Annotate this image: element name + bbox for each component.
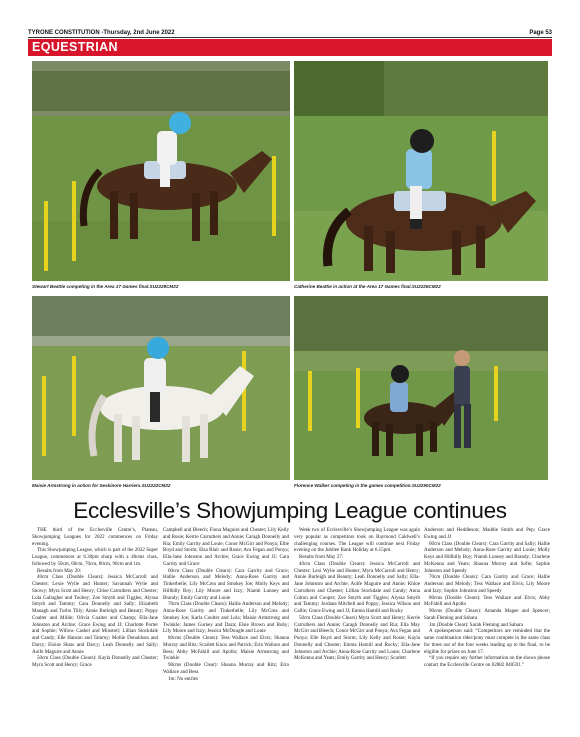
- masthead-page-number: Page 53: [529, 30, 552, 36]
- article-column-1: [32, 527, 158, 727]
- article-column-4: [424, 527, 550, 727]
- col2-para: 1m: No entries: [168, 675, 198, 682]
- col1-para: Results from May 20:: [37, 567, 82, 574]
- col1-para: 40cm Class (Double Clears): Jessica McCarroll and Chester; Lexie Wylie and Hunter; Savannah Wylie and Snowy; Myra Scott and Henry; Chloe Carruthers and Chester; Lola Gallagher and Toohey; Zoe Smyth and Tiggles; Alyssa Smyth and Tammy; Cara Donnelly and Sally; Elizabeth Managh and Turbo Tilly; Annie Burleigh and Beauty; Poppy Coalter and Millie; Olivia Coalter and Champ; Ella-Jane Johnston and Archie; Grace Ewing and JJ; Charlotte Porter and Sophie; Willow Cashel and Minstrel; Lillian Stockdale and Candy; Elle Hanson and Tammy; Mollie Donaldson and Darcy; Eloise Shaw and Darcy; Leah Donnelly and Sally; Aoife Maguire and Annie: [32, 574, 158, 655]
- col1-para: THE third of the Ecclesville Centre’s, Plateau, Showjumping Leagues for 2022 commences on Friday evening.: [32, 527, 158, 547]
- photo-maisie-armstrong: [32, 296, 290, 480]
- masthead-publication: TYRONE CONSTITUTION -Thursday, 2nd June 2022: [28, 30, 175, 36]
- photo-catherine-beattie-image: [294, 61, 548, 281]
- photo-stewart-beattie-image: [32, 61, 290, 281]
- col4-para: 80cms (Double Clears): Tess Wallace and Elvis; Abby McFahill and Apollo: [424, 594, 550, 608]
- article-column-2: [163, 527, 289, 727]
- photo-catherine-beattie-caption: Catherine Beattie in action at the Area 17 Games final.SU2226CM22: [294, 284, 441, 289]
- article-headline: Ecclesville’s Showjumping League continues: [73, 498, 507, 523]
- col4-para: 90cms (Double Clears): Amanda Magee and Spencer; Sarah Fleming and Sahara: [424, 608, 550, 621]
- photo-florence-walker-image: [294, 296, 548, 480]
- masthead: [28, 26, 552, 36]
- photo-maisie-armstrong-caption: Maisie Armstrong in action for Seskinore Harriers.SU2222CM22: [32, 483, 171, 488]
- col4-para: 1m (Double Clear): Sarah Fleming and Sahara: [429, 621, 523, 628]
- article-column-3: [294, 527, 420, 727]
- col4-para: 60cm Class (Double Clears): Cara Garrity and Sally; Hallie Anderson and Melody; Anna-Rose Garrity and Louie; Molly Keys and Hillbilly Boy; Niamh Lunney and Brandy; Charlene McKenna and Yeats; Shauna Murray and Sofie; Sophie Johnston and Speedy: [424, 540, 550, 574]
- photo-stewart-beattie: [32, 61, 290, 281]
- photo-stewart-beattie-caption: Stewart Beattie competing in the Area 17 Games final.SU2229CM22: [32, 284, 179, 289]
- col2-para: 60cm Class (Double Clears): Cara Garrity and Grace; Hallie Anderson and Melody; Anna-Rose Garrity and Tinkerbelle; Lily McCrea and Smokey Joe; Molly Keys and Hillbilly Boy; Lily Moore and Izzy; Niamh Lunney and Brandy; Emily Garrity and Louie: [163, 567, 289, 601]
- col4-para: A spokesperson said: “Competitors are reminded that the same combination rider/pony must compete in the same class for three out of the four weeks leading up to the final, to be eligible for prizes on June 17.: [424, 628, 550, 655]
- photo-florence-walker: [294, 296, 548, 480]
- col4-para: 70cm (Double Clears): Cara Garrity and Grace; Hallie Anderson and Melody; Tess Wallace and Elvis; Lily Moore and Izzy; Sophie Johnston and Speedy: [424, 574, 550, 594]
- col4-para: “If you require any further information on the shows please contact the Ecclesville Centre on 02882 840591.”: [424, 655, 550, 668]
- col2-para: 90cms (Double Clear): Shauna Murray and Ritz; Erin Wallace and Bess: [163, 662, 289, 675]
- col1-para: 50cm Class (Double Clears): Kayla Donnelly and Chester; Myra Scott and Henry; Grace: [32, 655, 158, 668]
- photo-maisie-armstrong-image: [32, 296, 290, 480]
- col1-para: This Showjumping League, which is part of the 2022 Super League, commences at 6.30pm sharp with a 40cms class, followed by 50cm, 60cm, 70cm, 80cm, 90cm and 1m.: [32, 547, 158, 567]
- col3-para: Results from May 27:: [299, 554, 344, 560]
- col2-para: Campbell and Bleech; Fiona Maguire and Chester; Lily Kelly and Rosie; Kerrie Carruthers and Annie; Caragh Donnelly and Ria; Emily Garrity and Louie; Conor McGirr and Ponya; Ellie Boyd and Storm; Elsa Blair and Rosie; Ava Fegan and Ponya; Ella-Jane Johnston and Archie; Grace Ewing and JJ; Cara Garrity and Grace: [163, 527, 289, 567]
- col3-para: 40cm Class (Double Clears): Jessica McCarroll and Chester; Lexi Wylie and Hunter; Myra McCarroll and Henry; Annie Burleigh and Beauty; Leah Donnelly and Sally; Ella-Jane Johnston and Archie; Aoife Maguire and Annie; Khloe Carruthers and Chester; Lillian Stockdale and Candy; Anna Colton and Cooper; Zoe Smyth and Tiggles; Alyssa Smyth and Tammy; Jordana Mitchell and Poppy; Jessica Wilson and Callie; Grace Ewing and JJ; Emma Hamill and Rocky: [294, 560, 420, 614]
- col4-para: Anderson and Heddleson; Maddie Smith and Pep; Grace Ewing and JJ: [424, 527, 550, 540]
- col3-para: 50cm Class (Double Clears) Myra Scott and Henry; Kerrie Carruthers and Annie; Caragh Donnelly and Ria; Ella May McGirr and Bleech; Conor McGirr and Ponya; Ava Fegan and Ponya; Elle Boyd and Storm; Lily Kelly and Rosie; Kayla Donnelly and Chester; Emma Hamill and Rocky; Ella-Jane Johnston and Archie; Anna-Rose Garrity and Louie; Charlene McKenna and Yeats; Emily Garrity and Henry; Scarlett: [294, 614, 420, 662]
- col2-para: 70cm Class (Double Clears): Hallie Anderson and Melody; Anna-Rose Garrity and Tinkerbelle; Lily McCrea and Smokey Joe; Karla Coulter and Lola; Maisie Armstrong and Twinkle; James Gurney and Daza; Elsie Brown and Ruby; Lily Moore and Izzy; Jessica McDougle and Louie: [163, 601, 289, 635]
- masthead-rule: [28, 37, 552, 38]
- col2-para: 80cms (Double Clears): Tess Wallace and Elvis; Shauna Murray and Ritz; Scarlett Knox and Patrick; Erin Wallace and Bess; Abby McFahill and Apollo; Maisie Armstrong and Twinkle: [163, 635, 289, 662]
- photo-florence-walker-caption: Florence Walker competing in the games competition.SU2290CM22: [294, 483, 441, 488]
- col3-para: Week two of Ecclesville’s Showjumping League was again very popular as competitors took on Raymond Caldwell’s challenging courses. The League will continue next Friday evening on the Jubilee Bank Holiday at 6.15pm.: [294, 527, 420, 554]
- photo-catherine-beattie: [294, 61, 548, 281]
- section-banner: EQUESTRIAN: [28, 39, 552, 56]
